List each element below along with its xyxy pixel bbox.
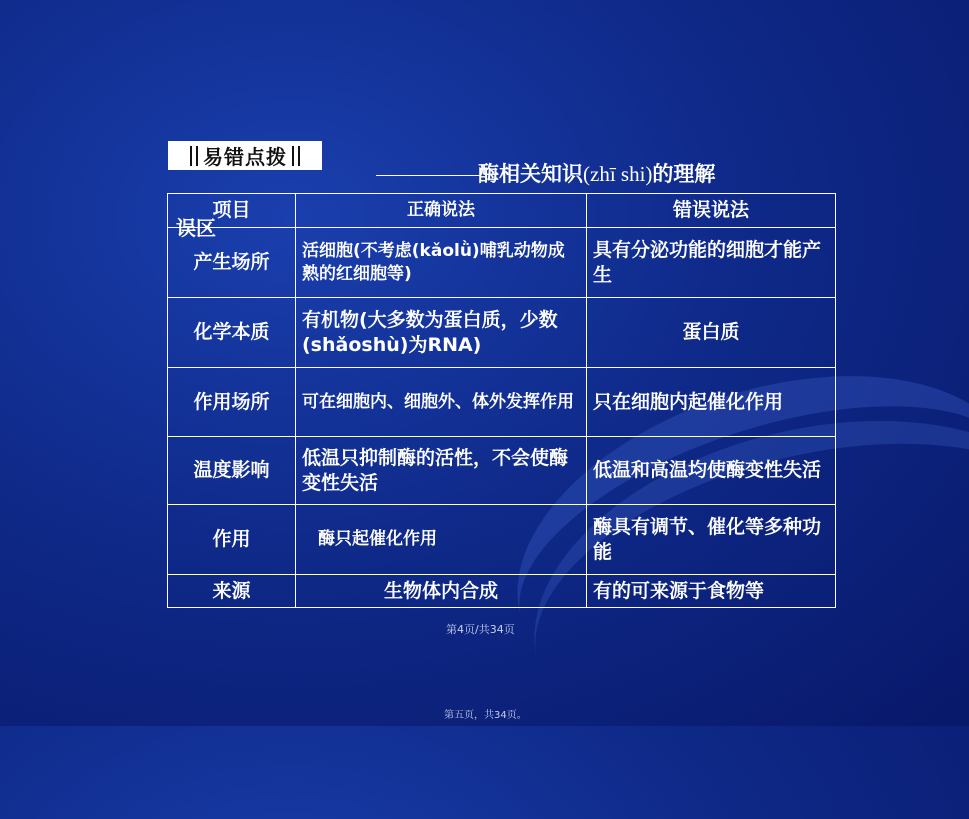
title-main: 酶相关知识 bbox=[478, 162, 583, 186]
page-indicator: 第4页/共34页 bbox=[446, 623, 515, 636]
table-row bbox=[168, 228, 836, 298]
title-pinyin: (zhī shi) bbox=[583, 162, 653, 186]
row-correct: 生物体内合成 bbox=[296, 575, 587, 608]
section-badge bbox=[168, 141, 322, 170]
row-correct: 有机物(大多数为蛋白质，少数(shǎoshù)为RNA) bbox=[296, 298, 587, 368]
badge-bar-icon bbox=[292, 146, 300, 166]
row-correct: 可在细胞内、细胞外、体外发挥作用 bbox=[296, 368, 587, 437]
footer-page-text: 第五页，共34页。 bbox=[444, 710, 527, 721]
table-row bbox=[168, 368, 836, 437]
title-suffix: 的理解 bbox=[652, 162, 716, 186]
row-item: 作用 bbox=[168, 505, 296, 575]
row-wrong: 只在细胞内起催化作用 bbox=[587, 368, 836, 437]
row-item: 温度影响 bbox=[168, 437, 296, 505]
title-rule bbox=[376, 175, 480, 176]
table-row bbox=[168, 575, 836, 608]
row-wrong: 有的可来源于食物等 bbox=[587, 575, 836, 608]
comparison-table bbox=[167, 193, 836, 608]
header-wrong: 错误说法 bbox=[587, 194, 836, 228]
row-item: 产生场所 bbox=[168, 228, 296, 298]
table-row bbox=[168, 437, 836, 505]
row-wrong: 蛋白质 bbox=[587, 298, 836, 368]
row-correct: 酶只起催化作用 bbox=[296, 505, 587, 575]
table-row bbox=[168, 298, 836, 368]
row-wrong: 具有分泌功能的细胞才能产生 bbox=[587, 228, 836, 298]
page-title bbox=[478, 158, 715, 188]
badge-bar-icon bbox=[190, 146, 198, 166]
header-correct: 正确说法 bbox=[296, 194, 587, 228]
row-correct: 低温只抑制酶的活性，不会使酶变性失活 bbox=[296, 437, 587, 505]
row-correct: 活细胞(不考虑(kǎolǜ)哺乳动物成熟的红细胞等) bbox=[296, 228, 587, 298]
badge-label: 易错点拨 bbox=[203, 145, 287, 169]
table-row bbox=[168, 505, 836, 575]
row-item: 化学本质 bbox=[168, 298, 296, 368]
header-item: 项目 bbox=[168, 194, 296, 228]
row-item: 来源 bbox=[168, 575, 296, 608]
row-item: 作用场所 bbox=[168, 368, 296, 437]
table-header-row bbox=[168, 194, 836, 228]
row-wrong: 酶具有调节、催化等多种功能 bbox=[587, 505, 836, 575]
row-wrong: 低温和高温均使酶变性失活 bbox=[587, 437, 836, 505]
title-overflow-text: 误区 bbox=[176, 216, 216, 240]
